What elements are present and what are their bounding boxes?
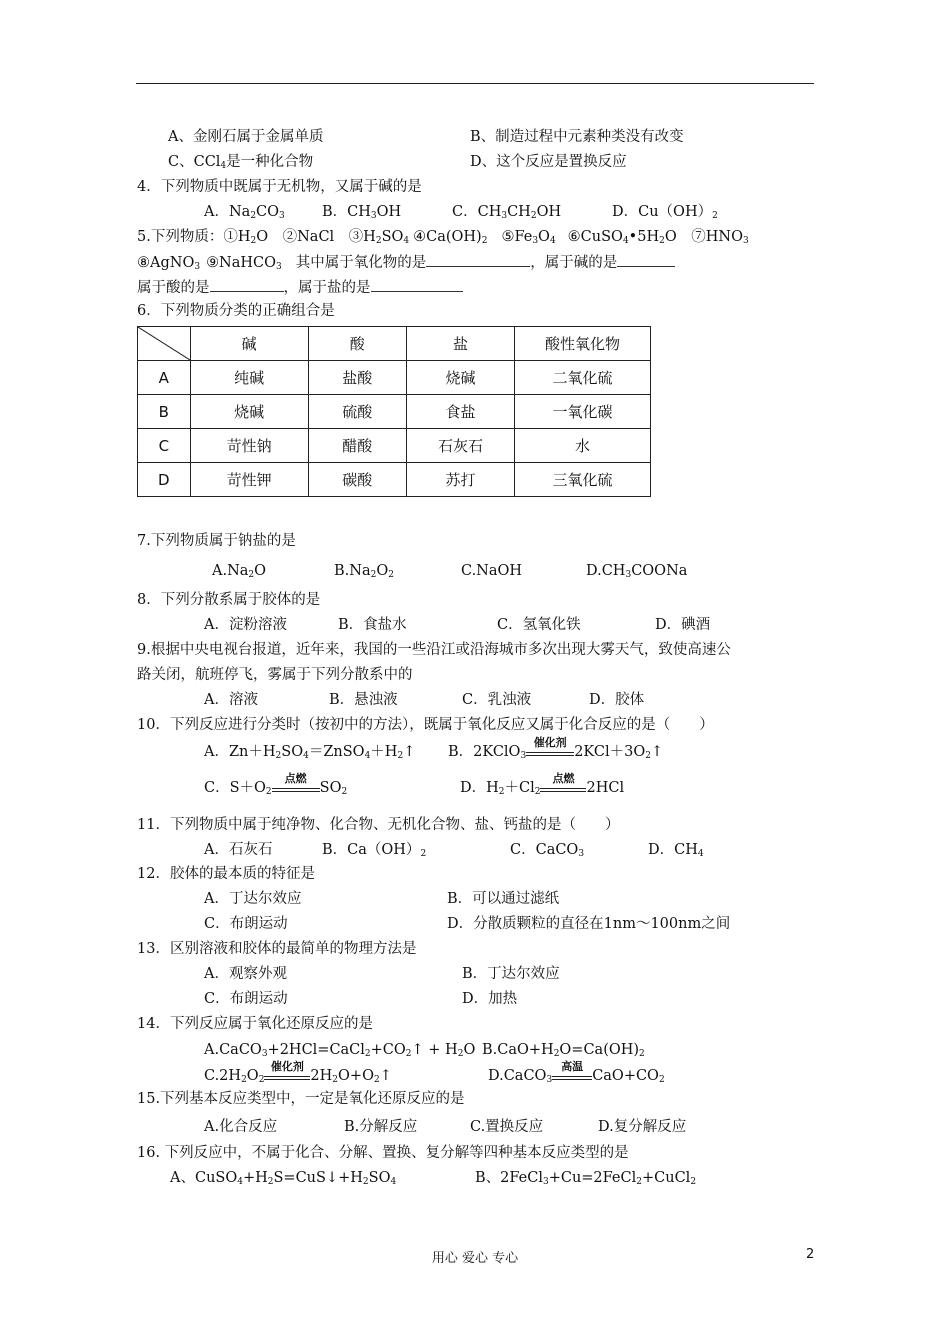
q11-option-a: A．石灰石 bbox=[204, 842, 273, 858]
q14-option-d: D.CaCO$_3$ 高温 $CaO+CO_2$ bbox=[488, 1060, 665, 1085]
q13-option-d: D．加热 bbox=[462, 991, 518, 1007]
cell: 盐酸 bbox=[308, 361, 406, 395]
q9-option-a: A．溶液 bbox=[204, 692, 258, 708]
q8-option-d: D．碘酒 bbox=[655, 617, 711, 633]
q15-stem: 15.下列基本反应类型中，一定是氧化还原反应的是 bbox=[137, 1091, 465, 1107]
cell: 苛性钾 bbox=[190, 463, 308, 497]
q9-option-d: D．胶体 bbox=[589, 692, 645, 708]
q12-option-b: B．可以通过滤纸 bbox=[447, 891, 560, 907]
q7-stem: 7.下列物质属于钠盐的是 bbox=[137, 533, 296, 549]
cell: 水 bbox=[515, 429, 651, 463]
q3-option-c: C、CCl$_4$是一种化合物 bbox=[168, 154, 314, 171]
q9-option-c: C．乳浊液 bbox=[462, 692, 532, 708]
q16-stem: 16. 下列反应中，不属于化合、分解、置换、复分解等四种基本反应类型的是 bbox=[137, 1145, 629, 1161]
row-label: A bbox=[138, 361, 191, 395]
q10-option-d: D．$H_2+Cl_2$ 点燃 2HCl bbox=[460, 772, 625, 797]
q3-option-d: D、这个反应是置换反应 bbox=[470, 154, 627, 170]
q8-option-c: C．氢氧化铁 bbox=[497, 617, 581, 633]
q14-option-c: $C.2H_2O_2$ 催化剂 $2H_2O+O_2↑$ bbox=[204, 1060, 392, 1085]
cell: 一氧化碳 bbox=[515, 395, 651, 429]
q12-option-a: A．丁达尔效应 bbox=[204, 891, 302, 907]
q6-stem: 6．下列物质分类的正确组合是 bbox=[137, 303, 335, 319]
q16-option-b: B、2FeCl$_3$+Cu=2FeCl$_2$+CuCl$_2$ bbox=[475, 1170, 697, 1187]
q15-option-b: B.分解反应 bbox=[344, 1119, 418, 1135]
q8-option-b: B．食盐水 bbox=[338, 617, 407, 633]
q11-stem: 11．下列物质中属于纯净物、化合物、无机化合物、盐、钙盐的是（ ） bbox=[137, 817, 620, 833]
q15-option-d: D.复分解反应 bbox=[598, 1119, 687, 1135]
q10-stem: 10．下列反应进行分类时（按初中的方法），既属于氧化反应又属于化合反应的是（ ） bbox=[137, 717, 714, 733]
q3-option-b: B、制造过程中元素种类没有改变 bbox=[470, 129, 684, 145]
q14-option-b: $B.CaO+H_2O=Ca(OH)_2$ bbox=[482, 1042, 645, 1059]
q10-option-b: B．2KClO$_3$ 催化剂 $2KCl+3O_2↑$ bbox=[448, 736, 664, 761]
q14-option-a: $A.CaCO_3+2HCl=CaCl_2+CO_2↑ + H_2O$ bbox=[204, 1042, 476, 1059]
cell: 二氧化硫 bbox=[515, 361, 651, 395]
q13-option-c: C．布朗运动 bbox=[204, 991, 288, 1007]
q13-option-b: B．丁达尔效应 bbox=[462, 966, 560, 982]
table-header-acid: 酸 bbox=[308, 327, 406, 361]
page-number: 2 bbox=[806, 1247, 815, 1262]
table-header-salt: 盐 bbox=[406, 327, 514, 361]
q15-option-c: C.置换反应 bbox=[470, 1119, 544, 1135]
q12-option-c: C．布朗运动 bbox=[204, 916, 288, 932]
q10-option-a: A．$Zn+H_2SO_4=ZnSO_4+H_2↑$ bbox=[204, 744, 416, 761]
table-row bbox=[138, 395, 651, 429]
table-row bbox=[138, 361, 651, 395]
q4-option-d: D．$Cu(OH)_2$ bbox=[612, 204, 718, 221]
cell: 醋酸 bbox=[308, 429, 406, 463]
q3-option-a: A、金刚石属于金属单质 bbox=[168, 129, 324, 145]
q13-stem: 13．区别溶液和胶体的最简单的物理方法是 bbox=[137, 941, 417, 957]
q10-option-c: C．$S+O_2$ 点燃 $SO_2$ bbox=[204, 772, 348, 797]
catalyst-arrow-icon: 催化剂 bbox=[526, 750, 574, 756]
cell: 食盐 bbox=[406, 395, 514, 429]
q4-option-c: C．$CH_3CH_2OH$ bbox=[452, 204, 562, 221]
q5-blank-acid[interactable] bbox=[210, 277, 284, 292]
q5-line1: 5.下列物质：$①H_2O$ ②NaCl $③H_2SO_4$ $④Ca(OH)_2$ $⑤Fe_3O_4$ $⑥CuSO_4•5H_2O$ $⑦HNO_3$ bbox=[137, 229, 749, 246]
cell: 烧碱 bbox=[406, 361, 514, 395]
q5-line2: ⑧AgNO$_3$ ⑨NaHCO$_3$ 其中属于氧化物的是 ，属于碱的是 bbox=[137, 252, 675, 273]
q4-option-b: B．$CH_3OH$ bbox=[322, 204, 402, 221]
q5-line3: 属于酸的是 ，属于盐的是 bbox=[137, 277, 463, 298]
q11-option-b: B．$Ca(OH)_2$ bbox=[322, 842, 427, 859]
cell: 纯碱 bbox=[190, 361, 308, 395]
q7-option-d: $D.CH_3COONa$ bbox=[586, 563, 688, 580]
table-header-base: 碱 bbox=[190, 327, 308, 361]
table-row bbox=[138, 463, 651, 497]
header-rule bbox=[136, 83, 814, 84]
q7-option-a: $A.Na_2O$ bbox=[212, 563, 267, 580]
cell: 苏打 bbox=[406, 463, 514, 497]
q13-option-a: A．观察外观 bbox=[204, 966, 287, 982]
ignition-arrow-icon: 点燃 bbox=[272, 786, 320, 792]
q12-stem: 12．胶体的最本质的特征是 bbox=[137, 866, 315, 882]
table-row bbox=[138, 429, 651, 463]
q15-option-a: A.化合反应 bbox=[204, 1119, 278, 1135]
q11-option-d: D．$CH_4$ bbox=[648, 842, 704, 859]
cell: 三氧化硫 bbox=[515, 463, 651, 497]
cell: 烧碱 bbox=[190, 395, 308, 429]
q8-stem: 8．下列分散系属于胶体的是 bbox=[137, 592, 321, 608]
q9-option-b: B．悬浊液 bbox=[329, 692, 398, 708]
row-label: B bbox=[138, 395, 191, 429]
cell: 碳酸 bbox=[308, 463, 406, 497]
diagonal-line-icon bbox=[138, 327, 190, 360]
table-corner bbox=[138, 327, 191, 361]
q5-blank-salt[interactable] bbox=[371, 277, 463, 292]
heat-arrow-icon: 高温 bbox=[552, 1074, 592, 1080]
q5-blank-oxide[interactable] bbox=[426, 252, 530, 267]
cell: 硫酸 bbox=[308, 395, 406, 429]
q9-line1: 9.根据中央电视台报道，近年来，我国的一些沿江或沿海城市多次出现大雾天气，致使高速公 bbox=[137, 642, 731, 658]
page-footer: 用心 爱心 专心 bbox=[431, 1251, 519, 1266]
q9-line2: 路关闭，航班停飞，雾属于下列分散系中的 bbox=[137, 667, 413, 683]
q4-stem: 4．下列物质中既属于无机物，又属于碱的是 bbox=[137, 179, 422, 195]
table-header-acidic-oxide: 酸性氧化物 bbox=[515, 327, 651, 361]
classification-table bbox=[137, 326, 651, 497]
ignition-arrow-icon: 点燃 bbox=[540, 786, 586, 792]
catalyst-arrow-icon: 催化剂 bbox=[264, 1074, 310, 1080]
q4-option-a: A．$Na_2CO_3$ bbox=[204, 204, 285, 221]
q16-option-a: A、$CuSO_4+H_2S=CuS↓+H_2SO_4$ bbox=[170, 1170, 397, 1187]
q14-stem: 14．下列反应属于氧化还原反应的是 bbox=[137, 1016, 373, 1032]
q5-blank-base[interactable] bbox=[617, 252, 675, 267]
row-label: C bbox=[138, 429, 191, 463]
q7-option-c: C.NaOH bbox=[461, 563, 523, 579]
cell: 石灰石 bbox=[406, 429, 514, 463]
q11-option-c: C．CaCO$_3$ bbox=[510, 842, 585, 859]
q7-option-b: $B.Na_2O_2$ bbox=[334, 563, 394, 580]
q12-option-d: D．分散质颗粒的直径在1nm～100nm之间 bbox=[447, 916, 731, 932]
q8-option-a: A．淀粉溶液 bbox=[204, 617, 287, 633]
cell: 苛性钠 bbox=[190, 429, 308, 463]
row-label: D bbox=[138, 463, 191, 497]
